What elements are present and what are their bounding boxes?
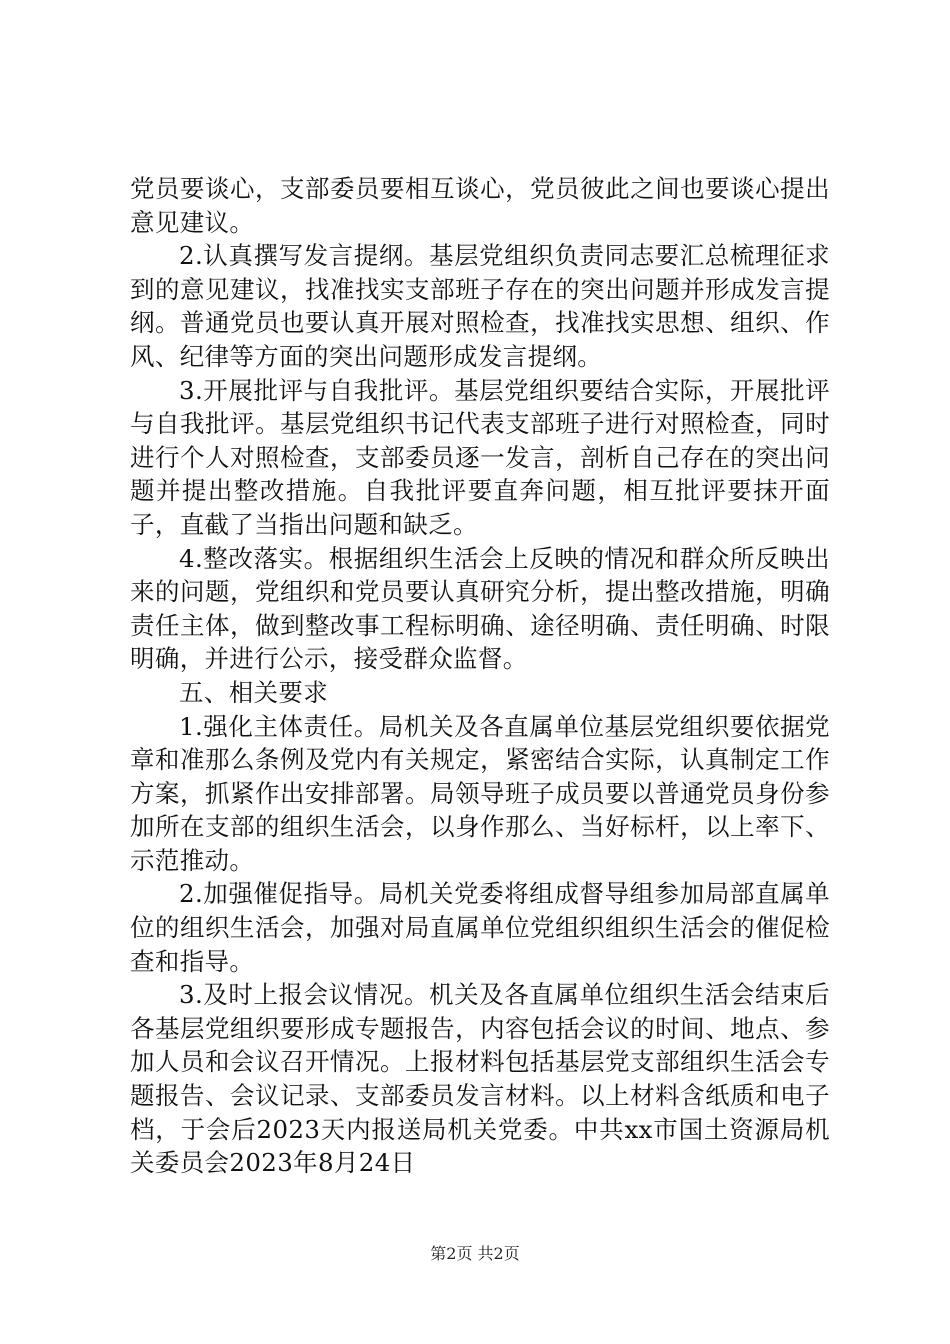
paragraph-continuation: 党员要谈心，支部委员要相互谈心，党员彼此之间也要谈心提出意见建议。 (130, 174, 830, 237)
paragraph-item-4-rectification: 4.整改落实。根据组织生活会上反映的情况和群众所反映出来的问题，党组织和党员要认真研究分析，提出整改措施，明确责任主体，做到整改事工程标明确、途径明确、责任明确、时限明确，并进行公示，接受群众监督。 (130, 543, 830, 674)
paragraph-requirement-3: 3.及时上报会议情况。机关及各直属单位组织生活会结束后各基层党组织要形成专题报告，内容包括会议的时间、地点、参加人员和会议召开情况。上报材料包括基层党支部组织生活会专题报告、会议记录、支部委员发言材料。以上材料含纸质和电子档，于会后2023天内报送局机关党委。中共xx市国土资源局机关委员会2023年8月24日 (130, 980, 830, 1178)
document-body (130, 172, 830, 1180)
paragraph-item-2-outline: 2.认真撰写发言提纲。基层党组织负责同志要汇总梳理征求到的意见建议，找准找实支部班子存在的突出问题并形成发言提纲。普通党员也要认真开展对照检查，找准找实思想、组织、作风、纪律等方面的突出问题形成发言提纲。 (130, 241, 830, 371)
section-heading-requirements: 五、相关要求 (179, 677, 329, 707)
paragraph-item-3-criticism: 3.开展批评与自我批评。基层党组织要结合实际，开展批评与自我批评。基层党组织书记代表支部班子进行对照检查，同时进行个人对照检查，支部委员逐一发言，剖析自己存在的突出问题并提出整改措施。自我批评要直奔问题，相互批评要抹开面子，直截了当指出问题和缺乏。 (130, 375, 830, 539)
page-number-footer: 第2页 共2页 (430, 1244, 520, 1263)
paragraph-requirement-2: 2.加强催促指导。局机关党委将组成督导组参加局部直属单位的组织生活会，加强对局直属单位党组织组织生活会的催促检查和指导。 (130, 879, 830, 976)
paragraph-requirement-1: 1.强化主体责任。局机关及各直属单位基层党组织要依据党章和准那么条例及党内有关规定，紧密结合实际，认真制定工作方案，抓紧作出安排部署。局领导班子成员要以普通党员身份参加所在支部的组织生活会，以身作那么、当好标杆，以上率下、示范推动。 (130, 711, 830, 875)
